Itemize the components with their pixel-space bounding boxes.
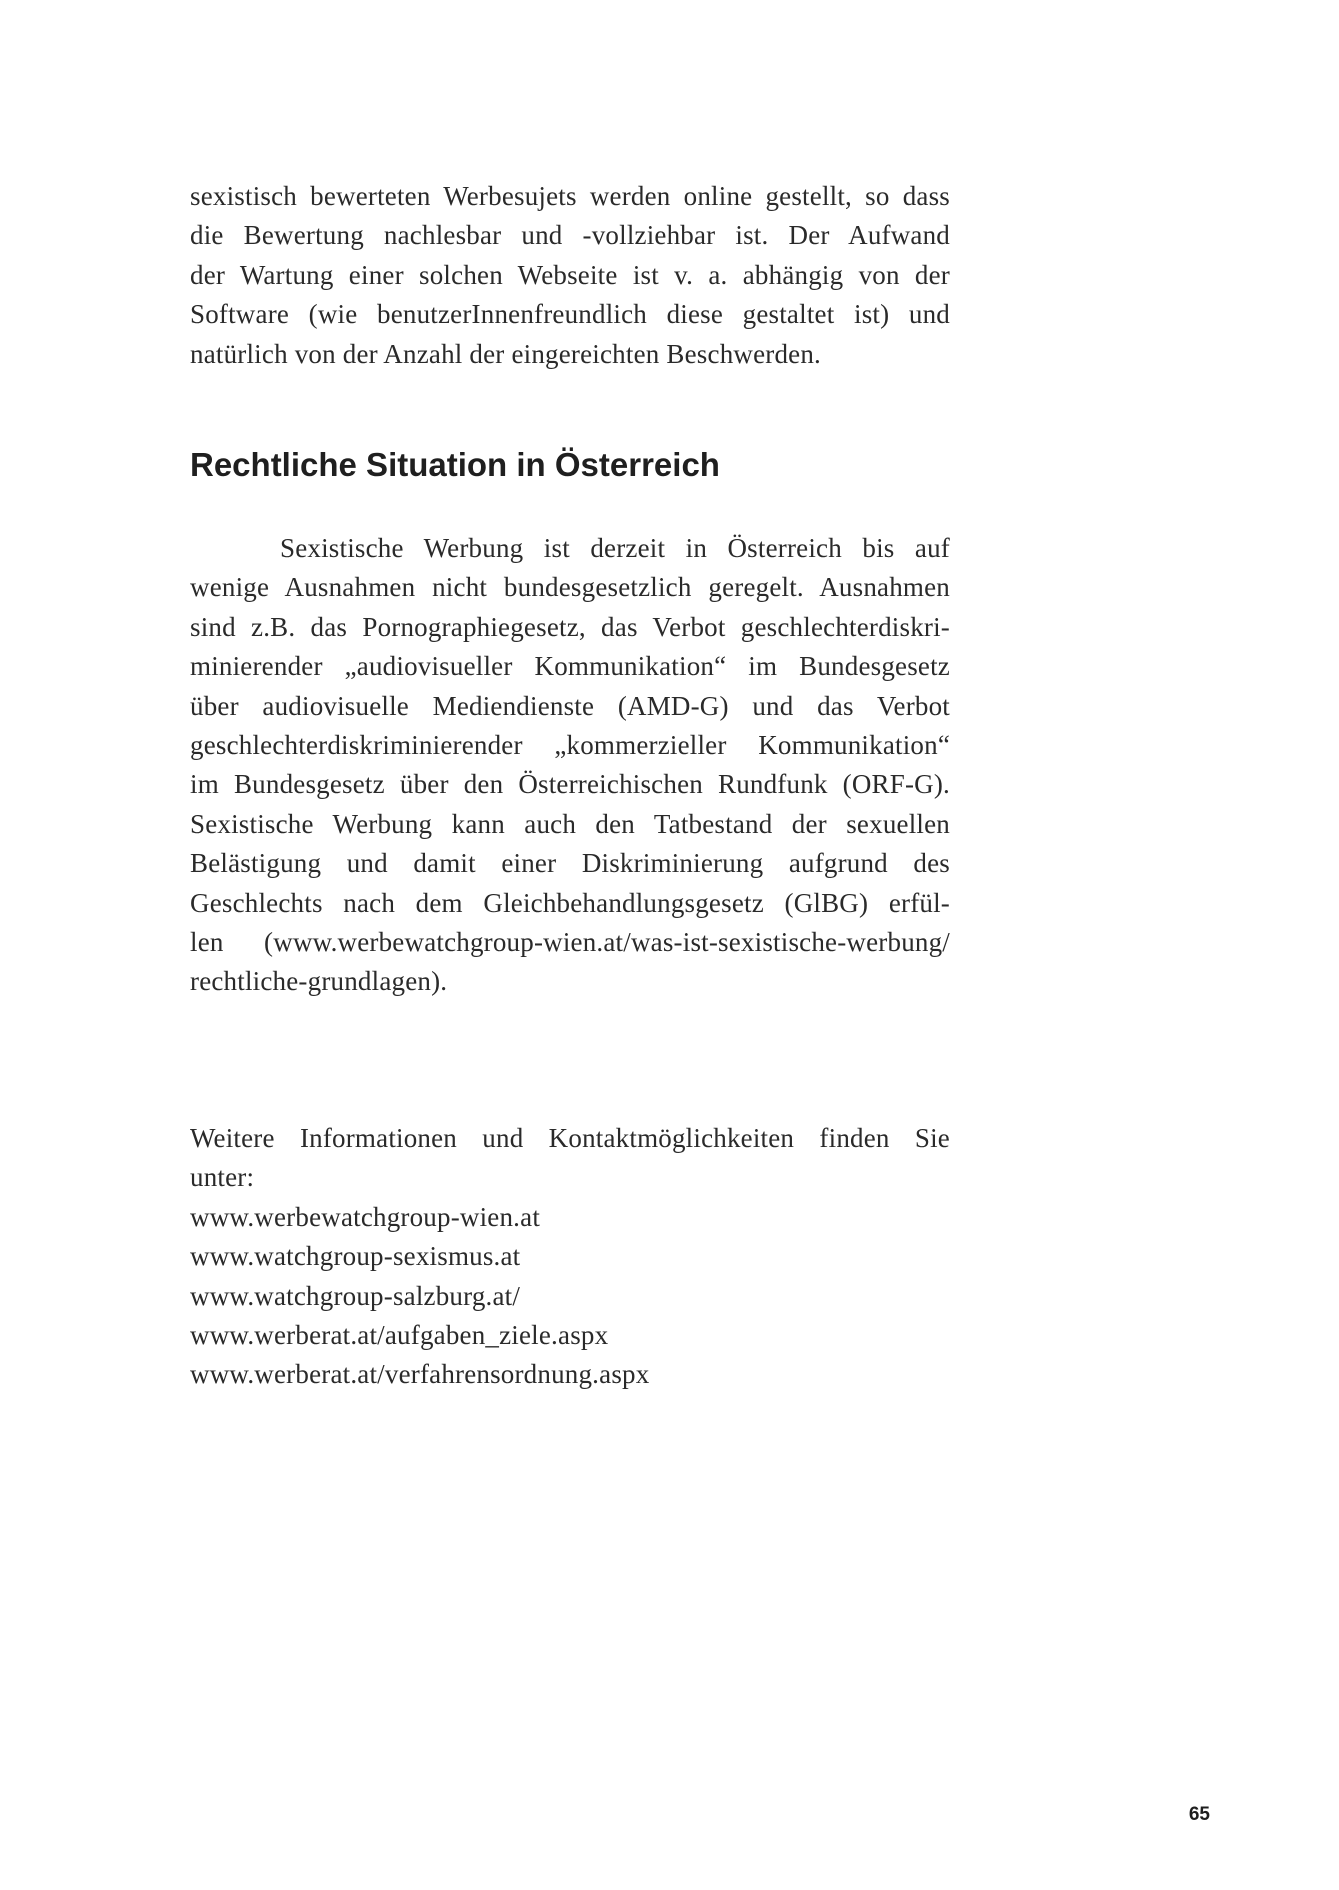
paragraph-line: Geschlechts nach dem Gleichbehandlungsgesetz (GlBG) erfül- [190, 887, 950, 918]
paragraph-line: len (www.werbewatchgroup-wien.at/was-ist-sexistische-werbung/ [190, 926, 950, 957]
paragraph-line: Weitere Informationen und Kontaktmöglichkeiten finden Sie [190, 1123, 950, 1153]
link-werbewatchgroup-wien: www.werbewatchgroup-wien.at [190, 1201, 541, 1232]
info-block [190, 1119, 950, 1395]
legal-paragraph [190, 529, 950, 1002]
intro-paragraph [190, 177, 950, 374]
link-watchgroup-salzburg: www.watchgroup-salzburg.at/ [190, 1280, 521, 1311]
link-werberat-aufgaben: www.werberat.at/aufgaben_ziele.aspx [190, 1319, 609, 1350]
section-heading: Rechtliche Situation in Österreich [190, 446, 720, 483]
paragraph-line: Software (wie benutzerInnenfreundlich diese gestaltet ist) und [190, 299, 950, 330]
paragraph-line: rechtliche-grundlagen). [190, 966, 448, 997]
paragraph-line: Sexistische Werbung ist derzeit in Österreich bis auf [280, 533, 950, 563]
paragraph-line: unter: [190, 1162, 255, 1193]
page-number: 65 [1188, 1804, 1210, 1825]
paragraph-line: geschlechterdiskriminierender „kommerzieller Kommunikation“ [190, 729, 950, 760]
paragraph-line: sexistisch bewerteten Werbesujets werden online gestellt, so dass [190, 181, 950, 211]
paragraph-line: im Bundesgesetz über den Österreichischen Rundfunk (ORF-G). [190, 769, 950, 800]
paragraph-line: der Wartung einer solchen Webseite ist v. a. abhängig von der [190, 259, 950, 290]
paragraph-line: natürlich von der Anzahl der eingereichten Beschwerden. [190, 338, 821, 369]
paragraph-line: die Bewertung nachlesbar und -vollziehbar ist. Der Aufwand [190, 220, 950, 251]
link-werberat-verfahrensordnung: www.werberat.at/verfahrensordnung.aspx [190, 1359, 650, 1390]
paragraph-line: wenige Ausnahmen nicht bundesgesetzlich geregelt. Ausnahmen [190, 572, 950, 603]
paragraph-line: über audiovisuelle Mediendienste (AMD-G) und das Verbot [190, 690, 950, 721]
paragraph-line: sind z.B. das Pornographiegesetz, das Verbot geschlechterdiskri- [190, 611, 950, 642]
paragraph-line: Sexistische Werbung kann auch den Tatbestand der sexuellen [190, 808, 950, 839]
link-watchgroup-sexismus: www.watchgroup-sexismus.at [190, 1241, 521, 1272]
paragraph-line: minierender „audiovisueller Kommunikation“ im Bundesgesetz [190, 651, 950, 682]
paragraph-line: Belästigung und damit einer Diskriminierung aufgrund des [190, 848, 950, 879]
